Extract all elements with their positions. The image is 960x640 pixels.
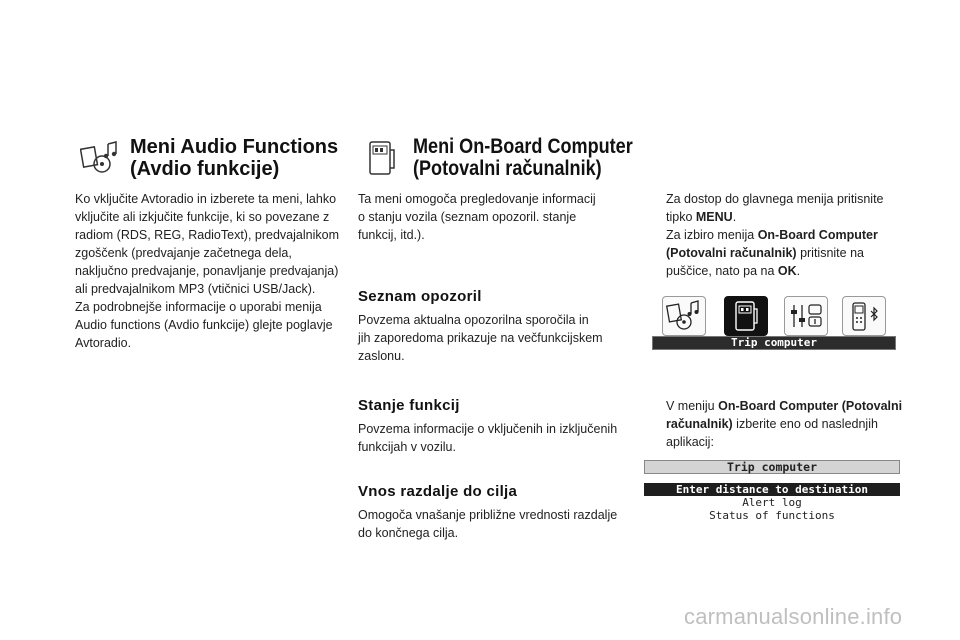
menu-item-status-of-functions[interactable]: Status of functions <box>709 509 835 522</box>
audio-menu-title: Meni Audio Functions (Avdio funkcije) <box>130 136 339 180</box>
bullet-icon <box>648 397 666 451</box>
section-status-of-functions: Stanje funkcij Povzema informacije o vključenih in izključenih funkcijah v vozilu. <box>358 397 628 456</box>
audio-icon <box>663 297 705 335</box>
watermark: carmanualsonline.info <box>684 604 903 629</box>
section-heading: Stanje funkcij <box>358 397 460 414</box>
menu-item-distance-to-destination[interactable]: Enter distance to destination <box>644 483 900 496</box>
menu-tile-audio <box>662 296 706 336</box>
menu-tile-settings <box>784 296 828 336</box>
bullet-icon <box>648 190 666 226</box>
settings-icon <box>785 297 827 335</box>
section-heading: Vnos razdalje do cilja <box>358 483 518 500</box>
section-alert-log: Seznam opozoril Povzema aktualna opozorilna sporočila in jih zaporedoma prikazuje na večfunkcijskem zaslonu. <box>358 288 628 365</box>
section-heading: Seznam opozoril <box>358 288 482 305</box>
instruction-item: Za izbiro menija On-Board Computer (Potovalni računalnik) pritisnite na puščice, nato pa na OK. <box>648 226 908 280</box>
section-distance-to-destination: Vnos razdalje do cilja Omogoča vnašanje približne vrednosti razdalje do končnega cilja. <box>358 483 628 542</box>
screen-title-bar: Trip computer <box>652 336 896 350</box>
screen-title-bar: Trip computer <box>644 460 900 474</box>
trip-computer-screen <box>644 460 900 522</box>
instruction-list-1 <box>648 190 908 280</box>
phone-icon <box>843 297 885 335</box>
menu-tile-trip-computer <box>724 296 768 336</box>
onboard-intro: Ta meni omogoča pregledovanje informacij o stanju vozila (seznam opozoril. stanje funkcij, itd.). <box>358 192 596 242</box>
main-menu-screen <box>652 296 896 352</box>
audio-functions-icon <box>80 140 120 176</box>
instruction-list-2 <box>648 397 910 451</box>
bullet-icon <box>648 226 666 280</box>
instruction-item: Za dostop do glavnega menija pritisnite tipko MENU. <box>648 190 908 226</box>
menu-tile-telephone <box>842 296 886 336</box>
onboard-menu-title: Meni On-Board Computer (Potovalni računalnik) <box>413 135 633 180</box>
menu-item-alert-log[interactable]: Alert log <box>742 496 802 509</box>
trip-computer-icon <box>366 140 398 178</box>
trip-computer-icon <box>725 297 767 335</box>
instruction-item: V meniju On-Board Computer (Potovalni računalnik) izberite eno od naslednjih aplikacij: <box>648 397 910 451</box>
audio-menu-description: Ko vključite Avtoradio in izberete ta meni, lahko vključite ali izkjučite funkcije, ki so povezane z radiom (RDS, REG, RadioText), predvajalnikom zgoščenk (predvajanje začetnega dela, naključno predvajanje, ponavljanje predvajanja) ali predvajalnikom MP3 (vtičnici USB/Jack). Za podrobnejše informacije o uporabi menija Audio functions (Avdio funkcije) glejte poglavje Avtoradio. <box>75 192 339 350</box>
